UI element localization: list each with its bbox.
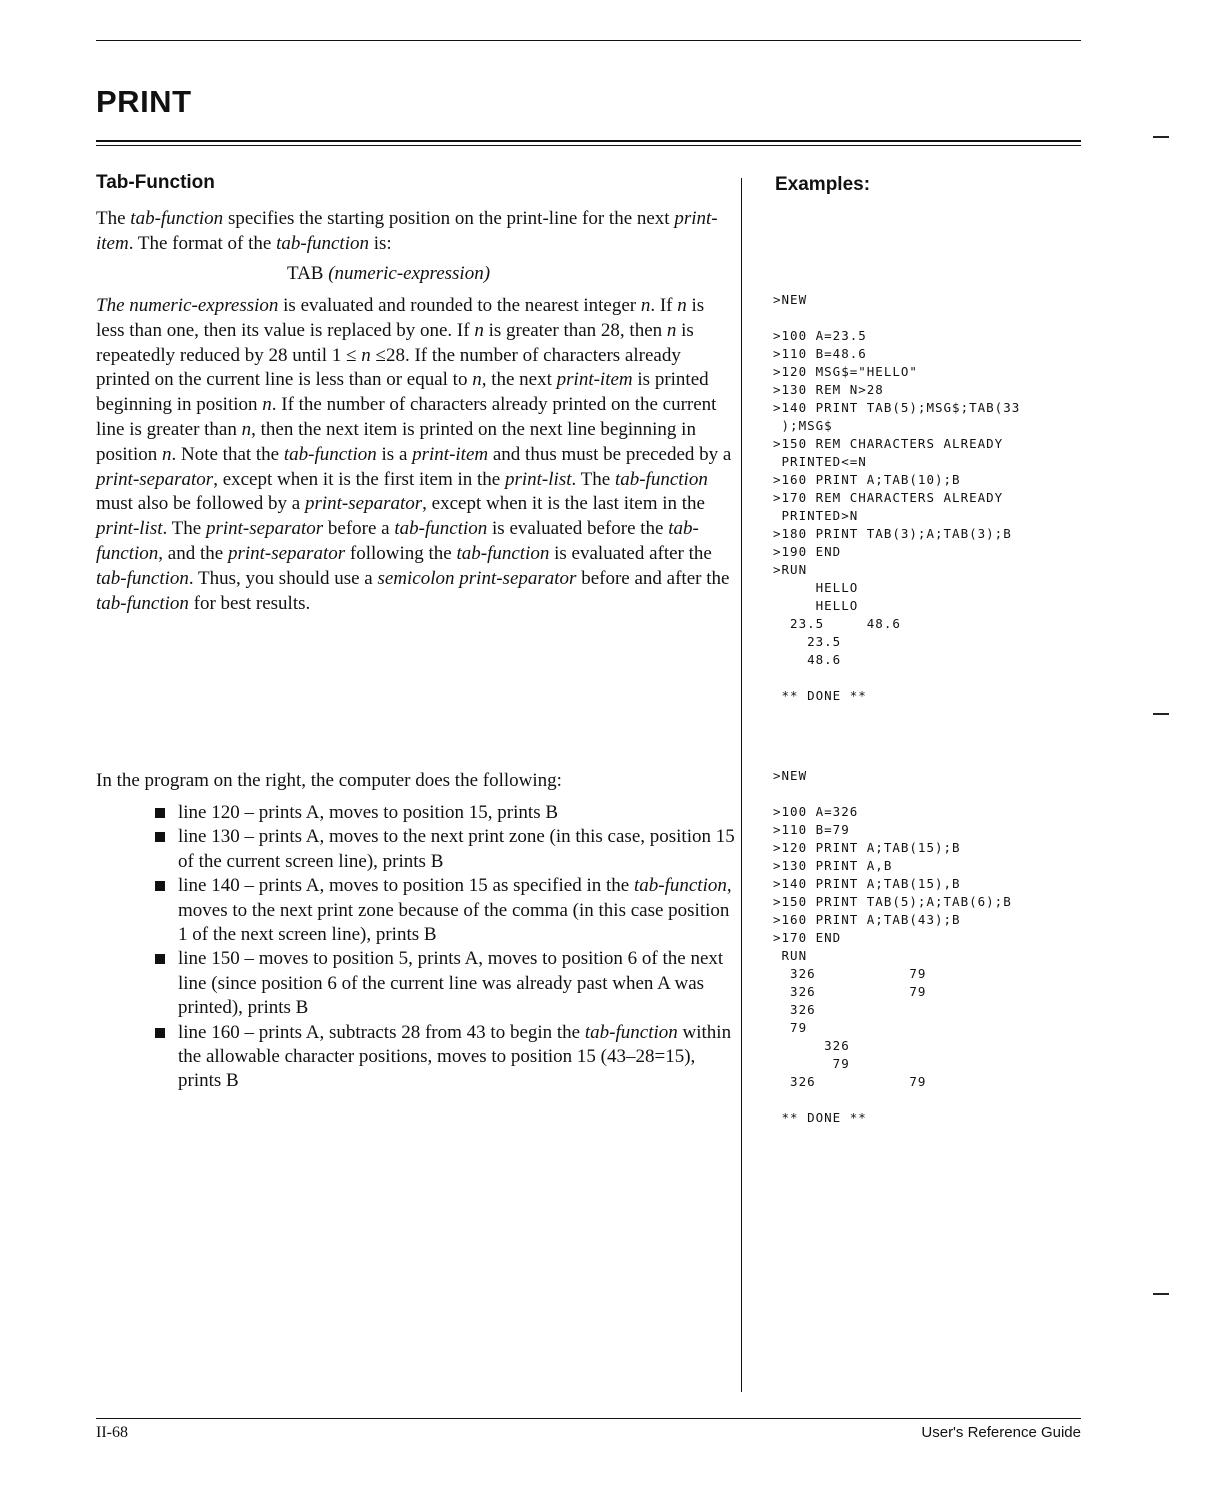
program-intro-paragraph: In the program on the right, the computer does the following: (96, 770, 562, 791)
tab-function-heading: Tab-Function (96, 172, 215, 193)
tab-formula: TAB (numeric-expression) (287, 263, 491, 284)
title-rule (96, 140, 1081, 142)
intro-paragraph: The tab-function specifies the starting position on the print-line for the next print-item. The format of the tab-function is: (96, 208, 718, 254)
page-title: PRINT (96, 84, 192, 119)
page-number: II-68 (96, 1424, 128, 1441)
explanation-list (155, 801, 735, 1094)
code-example-2: >NEW >100 A=326 >110 B=79 >120 PRINT A;TAB(15);B >130 PRINT A,B >140 PRINT A;TAB(15),B >150 PRINT TAB(5);A;TAB(6);B >160 PRINT A;TAB(43);B >170 END RUN 326 79 326 79 326 79 326 79 326 79 ** DONE ** (773, 768, 1012, 1125)
examples-heading: Examples: (775, 174, 871, 195)
code-example-1: >NEW >100 A=23.5 >110 B=48.6 >120 MSG$="HELLO" >130 REM N>28 >140 PRINT TAB(5);MSG$;TAB(33 );MSG$ >150 REM CHARACTERS ALREADY PRINTED<=N >160 PRINT A;TAB(10);B >170 REM CHARACTERS ALREADY PRINTED>N >180 PRINT TAB(3);A;TAB(3);B >190 END >RUN HELLO HELLO 23.5 48.6 23.5 48.6 ** DONE ** (773, 292, 1021, 703)
list-item: line 120 – prints A, moves to position 15, prints B (155, 801, 735, 825)
title-rule-thin (96, 145, 1081, 146)
list-item: line 130 – prints A, moves to the next print zone (in this case, position 15 of the current screen line), prints B (155, 825, 735, 874)
footer-rule (96, 1418, 1081, 1419)
column-divider (741, 178, 742, 1392)
list-item: line 160 – prints A, subtracts 28 from 43 to begin the tab-function within the allowable character positions, moves to position 15 (43–28=15), prints B (155, 1021, 735, 1094)
list-item: line 140 – prints A, moves to position 15 as specified in the tab-function, moves to the next print zone because of the comma (in this case position 1 of the next screen line), prints B (155, 874, 735, 947)
margin-mark (1153, 136, 1169, 138)
guide-title: User's Reference Guide (921, 1424, 1081, 1441)
top-rule (96, 40, 1081, 41)
body-paragraph: The numeric-expression is evaluated and rounded to the nearest integer n. If n is less than one, then its value is replaced by one. If n is greater than 28, then n is repeatedly reduced by 28 until 1 ≤ n ≤28. If the number of characters already printed on the current line is less than or equal to n, the next print-item is printed beginning in position n. If the number of characters already printed on the current line is greater than n, then the next item is printed on the next line beginning in position n. Note that the tab-function is a print-item and thus must be preceded by a print-separator, except when it is the first item in the print-list. The tab-function must also be followed by a print-separator, except when it is the last item in the print-list. The print-separator before a tab-function is evaluated before the tab-function, and the print-separator following the tab-function is evaluated after the tab-function. Thus, you should use a semicolon print-separator before and after the tab-function for best results. (96, 295, 732, 614)
margin-mark (1153, 713, 1169, 715)
margin-mark (1153, 1293, 1169, 1295)
list-item: line 150 – moves to position 5, prints A, moves to position 6 of the next line (since position 6 of the current line was already past when A was printed), prints B (155, 947, 735, 1020)
